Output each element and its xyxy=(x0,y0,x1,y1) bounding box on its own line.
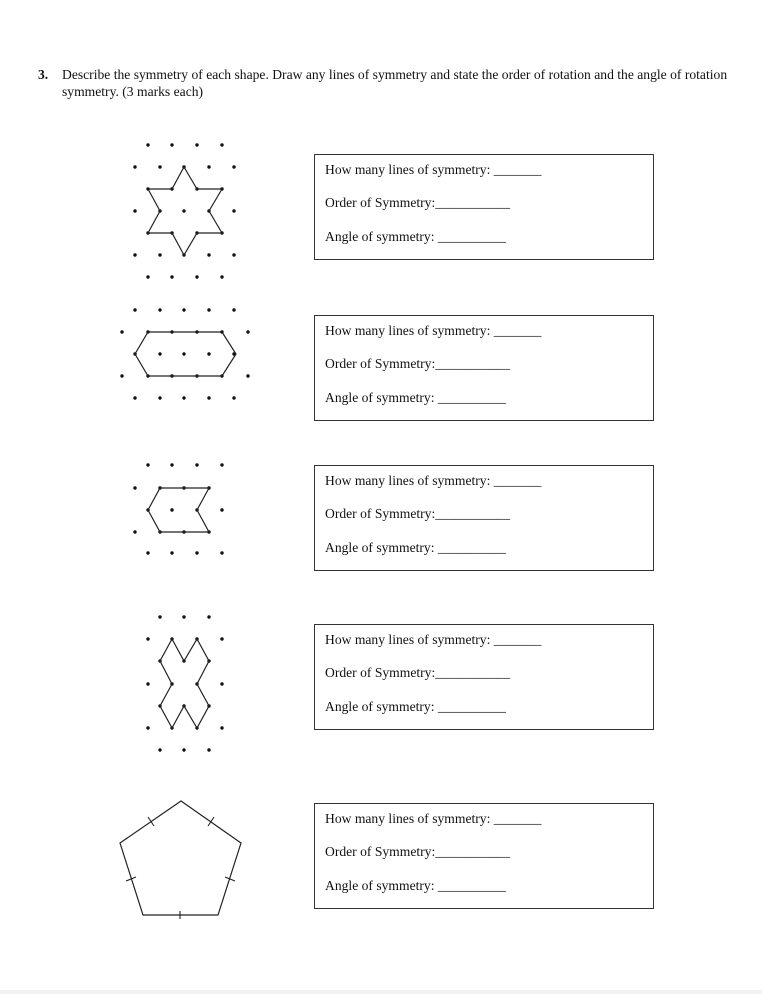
order-of-symmetry-prompt[interactable]: Order of Symmetry:___________ xyxy=(325,356,511,371)
shape-x-figure xyxy=(140,610,235,755)
lines-of-symmetry-prompt[interactable]: How many lines of symmetry: _______ xyxy=(325,162,542,177)
order-of-symmetry-prompt[interactable]: Order of Symmetry:___________ xyxy=(325,506,511,521)
dot-grid xyxy=(133,463,223,554)
lines-of-symmetry-prompt[interactable]: How many lines of symmetry: _______ xyxy=(325,632,542,647)
dot-grid xyxy=(120,308,249,399)
dot-grid xyxy=(133,143,235,278)
pentagon-outline xyxy=(120,801,241,915)
page-bottom-edge xyxy=(0,990,762,994)
lines-of-symmetry-prompt[interactable]: How many lines of symmetry: _______ xyxy=(325,811,542,826)
side-equal-tick-marks xyxy=(126,817,235,919)
angle-of-symmetry-prompt[interactable]: Angle of symmetry: __________ xyxy=(325,390,506,405)
angle-of-symmetry-prompt[interactable]: Angle of symmetry: __________ xyxy=(325,540,506,555)
answer-box-2 xyxy=(314,315,654,421)
order-of-symmetry-prompt[interactable]: Order of Symmetry:___________ xyxy=(325,195,511,210)
angle-of-symmetry-prompt[interactable]: Angle of symmetry: __________ xyxy=(325,699,506,714)
shape-six-pointed-star xyxy=(125,140,245,280)
angle-of-symmetry-prompt[interactable]: Angle of symmetry: __________ xyxy=(325,229,506,244)
answer-box-5 xyxy=(314,803,654,909)
shape-elongated-hexagon xyxy=(115,300,260,410)
shape-regular-pentagon xyxy=(115,795,250,920)
dot-grid xyxy=(146,615,223,751)
question-number: 3. xyxy=(38,67,49,82)
answer-box-3 xyxy=(314,465,654,571)
x-figure-outline xyxy=(160,639,209,728)
lines-of-symmetry-prompt[interactable]: How many lines of symmetry: _______ xyxy=(325,323,542,338)
order-of-symmetry-prompt[interactable]: Order of Symmetry:___________ xyxy=(325,665,511,680)
order-of-symmetry-prompt[interactable]: Order of Symmetry:___________ xyxy=(325,844,511,859)
question-text: Describe the symmetry of each shape. Draw any lines of symmetry and state the order of rotation and the angle of rotation symmetry. (3 marks each) xyxy=(62,67,728,99)
answer-box-4 xyxy=(314,624,654,730)
angle-of-symmetry-prompt[interactable]: Angle of symmetry: __________ xyxy=(325,878,506,893)
lines-of-symmetry-prompt[interactable]: How many lines of symmetry: _______ xyxy=(325,473,542,488)
shape-notched-hexagon xyxy=(125,456,235,561)
answer-box-1 xyxy=(314,154,654,260)
notched-hexagon-outline xyxy=(148,488,209,532)
